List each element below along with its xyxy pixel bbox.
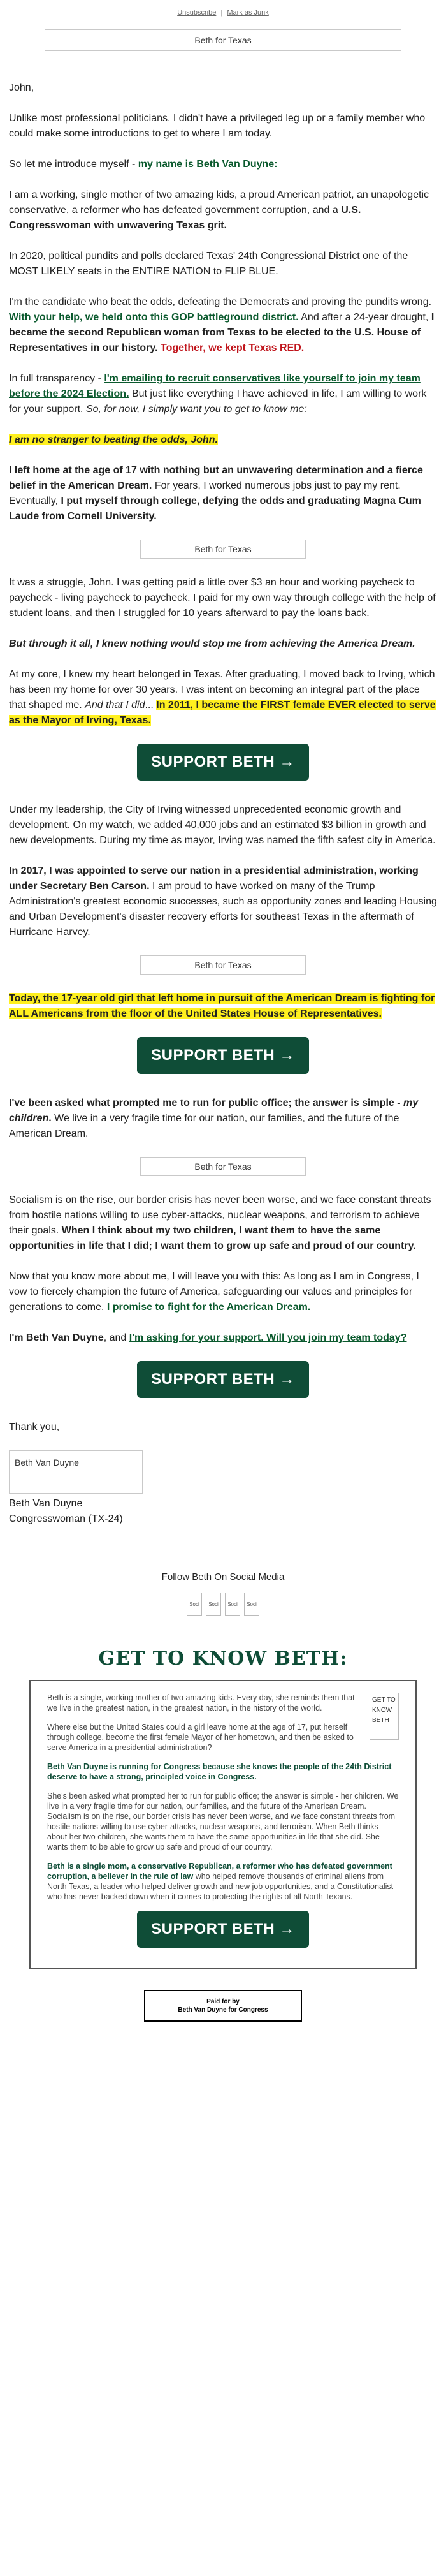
paragraph-17 xyxy=(9,1269,437,1315)
p17-text: Now that you know more about me, I will leave you with this: As long as I am in Congress, I vow to fiercely champion the future of America, safeguarding our values and principles for generations to come. xyxy=(9,1271,419,1313)
photo-alt-2: Beth for Texas xyxy=(194,960,252,970)
paragraph-14 xyxy=(9,991,437,1022)
paid-for-line-2: Beth Van Duyne for Congress xyxy=(178,2006,268,2013)
mark-as-junk-link[interactable]: Mark as Junk xyxy=(227,9,269,17)
p8-mid: For years, I worked numerous jobs just to pay my rent. Eventually, xyxy=(9,480,401,506)
paragraph-15 xyxy=(9,1096,437,1142)
paragraph-18 xyxy=(9,1330,437,1346)
gtk-paragraph-2: Where else but the United States could a girl leave home at the age of 17, put herself through college, become the first female Mayor of her hometown, and then be asked to serve America in a presidential administration? xyxy=(47,1723,354,1752)
header-banner-alt: Beth for Texas xyxy=(194,35,252,45)
p16-text: Socialism is on the rise, our border crisis has never been worse, and we face constant threats from hostile nations willing to use cyber-attacks, nuclear weapons, and terrorism to achieve their goals. xyxy=(9,1195,431,1236)
top-link-separator: | xyxy=(220,9,223,17)
p15-dot: . xyxy=(48,1113,52,1124)
photo-alt-1: Beth for Texas xyxy=(194,544,252,554)
p11-dots: ... xyxy=(145,700,157,710)
signature-alt: Beth Van Duyne xyxy=(15,1457,79,1468)
gtk-paragraph-3: Beth Van Duyne is running for Congress because she knows the people of the 24th District deserve to have a strong, principled voice in Congress. xyxy=(47,1762,392,1781)
social-section xyxy=(0,1571,446,1616)
p6-mid: But just like everything I have achieved in life, I am willing to work for your support. xyxy=(9,388,427,415)
introduce-link[interactable]: my name is Beth Van Duyne: xyxy=(138,159,278,170)
paragraph-5 xyxy=(9,295,437,356)
unsubscribe-link[interactable]: Unsubscribe xyxy=(177,9,217,17)
p15-bold: I've been asked what prompted me to run for public office; the answer is simple - xyxy=(9,1098,404,1108)
p18-mid: , and xyxy=(103,1332,129,1343)
p5-mid: And after a 24-year drought, xyxy=(298,312,431,323)
paragraph-13 xyxy=(9,864,437,940)
photo-image-1 xyxy=(140,540,306,559)
promise-link[interactable]: I promise to fight for the American Dream. xyxy=(106,1302,311,1313)
p5-red: Together, we kept Texas RED. xyxy=(161,342,305,353)
support-beth-button-3[interactable]: SUPPORT BETH → xyxy=(137,1361,309,1398)
p5-bold: I became the second Republican woman from Texas to be elected to the U.S. House of Representatives in our history. xyxy=(9,312,435,353)
p15-italic: my children xyxy=(9,1098,419,1124)
p6-text: In full transparency - xyxy=(9,373,104,384)
paragraph-4: In 2020, political pundits and polls declared Texas' 24th Congressional District one of the MOST LIKELY seats in the ENTIRE NATION to FLIP BLUE. xyxy=(9,251,408,277)
gtk-paragraph-1: Beth is a single, working mother of two amazing kids. Every day, she reminds them that we live in the greatest nation, in the greatest nation, in the history of the world. xyxy=(47,1693,355,1712)
paragraph-16 xyxy=(9,1193,437,1254)
get-to-know-title: GET TO KNOW BETH: xyxy=(98,1647,348,1670)
p8-bold-2: I put myself through college, defying the odds and graduating Magna Cum Laude from Cornell University. xyxy=(9,496,421,522)
gtk-p5-green: Beth is a single mom, a conservative Republican, a reformer who has defeated government corruption, a believer in the rule of law xyxy=(47,1862,392,1881)
support-beth-button-1[interactable]: SUPPORT BETH → xyxy=(137,744,309,781)
paragraph-11 xyxy=(9,667,437,728)
get-to-know-box xyxy=(29,1680,417,1969)
signature-name: Beth Van Duyne xyxy=(9,1498,83,1509)
join-team-link[interactable]: I'm emailing to recruit conservatives like yourself to join my team before the 2024 Election. xyxy=(9,373,421,399)
gtk-paragraph-4: She's been asked what prompted her to run for public office; the answer is simple - her children. We live in a very fragile time for our nation, our families, and the future of the American Dream. Socialism is on the rise, our border crisis has never been worse, and we face constant threats from hostile nations willing to use cyber-attacks, nuclear weapons, and terrorism. When Beth thinks about her two children, she wants them to have the same opportunities in life that she did. She wants them to be able to grow up safe and proud of our country. xyxy=(47,1792,399,1851)
support-beth-button-4[interactable]: SUPPORT BETH → xyxy=(137,1911,309,1948)
p3-bold: U.S. Congresswoman with unwavering Texas grit. xyxy=(9,205,361,231)
social-icons-row xyxy=(0,1593,446,1616)
p11-highlight: In 2011, I became the FIRST female EVER elected to serve as the Mayor of Irving, Texas. xyxy=(9,700,436,726)
paragraph-12: Under my leadership, the City of Irving witnessed unprecedented economic growth and development. On my watch, we added 40,000 jobs and an estimated $3 billion in growth and new developments. During my time as mayor, Irving was named the fifth safest city in America. xyxy=(9,804,436,846)
social-icon-4[interactable]: Soci xyxy=(244,1593,259,1616)
paid-for-line-1: Paid for by xyxy=(206,1998,240,2005)
paragraph-9: It was a struggle, John. I was getting paid a little over $3 an hour and working paycheck to paycheck - living paycheck to paycheck. I paid for my own way through college with the help of student loans, and then I struggled for 10 years afterward to pay the loans back. xyxy=(9,577,436,619)
p13-rest: I am proud to have worked on many of the Trump Administration's greatest economic successes, such as opportunity zones and leading Housing and Urban Development's disaster recovery efforts for southeast Texas in the aftermath of Hurricane Harvey. xyxy=(9,881,437,938)
p7-highlight: I am no stranger to beating the odds, John. xyxy=(9,434,219,445)
paragraph-3 xyxy=(9,188,437,233)
photo-image-2 xyxy=(140,955,306,975)
paragraph-10 xyxy=(9,637,437,652)
p3-text: I am a working, single mother of two amazing kids, a proud American patriot, an unapologetic conservative, a reformer who has defeated government corruption, and a xyxy=(9,189,429,216)
gtk-image-alt: GET TO KNOW BETH xyxy=(372,1696,396,1724)
photo-image-3 xyxy=(140,1157,306,1176)
gtk-intro xyxy=(47,1693,363,1762)
paragraph-7 xyxy=(9,432,437,448)
header-banner-image xyxy=(45,29,401,51)
gtk-p5-rest: who helped remove thousands of criminal aliens from North Texas, a leader who helped deliver growth and new job opportunities, and a Constitutionalist who has never backed down when it comes to protecting the rights of all North Texans. xyxy=(47,1872,394,1901)
paragraph-1: Unlike most professional politicians, I didn't have a privileged leg up or a family member who could make some introductions to get to where I am today. xyxy=(9,113,426,139)
p8-bold-1: I left home at the age of 17 with nothing but an unwavering determination and a fierce belief in the American Dream. xyxy=(9,465,423,491)
letter-body xyxy=(0,80,446,1527)
support-ask-link[interactable]: I'm asking for your support. Will you join my team today? xyxy=(129,1332,407,1343)
gtk-top-row xyxy=(47,1693,399,1762)
signature-title: Congresswoman (TX-24) xyxy=(9,1513,123,1524)
p2-text: So let me introduce myself - xyxy=(9,159,138,170)
thanks: Thank you, xyxy=(9,1422,60,1432)
greeting: John, xyxy=(9,82,34,93)
top-links xyxy=(0,0,446,23)
battleground-link[interactable]: With your help, we held onto this GOP battleground district. xyxy=(9,312,299,323)
social-icon-2[interactable]: Soci xyxy=(206,1593,221,1616)
gtk-image xyxy=(370,1693,399,1740)
p6-italic: So, for now, I simply want you to get to know me: xyxy=(85,404,307,415)
social-title: Follow Beth On Social Media xyxy=(161,1571,285,1582)
signature-image xyxy=(9,1450,143,1494)
p14-highlight: Today, the 17-year old girl that left home in pursuit of the American Dream is fighting for ALL Americans from the floor of the United States House of Representatives. xyxy=(9,993,435,1019)
support-beth-button-2[interactable]: SUPPORT BETH → xyxy=(137,1037,309,1074)
gtk-paragraph-5 xyxy=(47,1861,399,1902)
p10-italic: But through it all, I knew nothing would stop me from achieving the America Dream. xyxy=(9,638,415,649)
p15-rest: We live in a very fragile time for our nation, our families, and the future of the American Dream. xyxy=(9,1113,399,1139)
paid-for-box xyxy=(144,1990,302,2022)
paragraph-2 xyxy=(9,157,437,172)
p16-bold: When I think about my two children, I want them to have the same opportunities in life that I did; I want them to grow up safe and proud of our country. xyxy=(9,1225,416,1251)
p11-italic: And that I did xyxy=(85,700,145,710)
paragraph-8 xyxy=(9,463,437,524)
p13-bold: In 2017, I was appointed to serve our nation in a presidential administration, working under Secretary Ben Carson. xyxy=(9,865,419,892)
photo-alt-3: Beth for Texas xyxy=(194,1161,252,1172)
p5-text: I'm the candidate who beat the odds, defeating the Democrats and proving the pundits wrong. xyxy=(9,297,432,307)
p18-bold: I'm Beth Van Duyne xyxy=(9,1332,104,1343)
social-icon-1[interactable]: Soci xyxy=(187,1593,202,1616)
social-icon-3[interactable]: Soci xyxy=(225,1593,240,1616)
paragraph-6 xyxy=(9,371,437,417)
p11-text: At my core, I knew my heart belonged in Texas. After graduating, I moved back to Irving, which has been my home for over 30 years. I was intent on becoming an integral part of the place that shaped me. xyxy=(9,669,435,710)
